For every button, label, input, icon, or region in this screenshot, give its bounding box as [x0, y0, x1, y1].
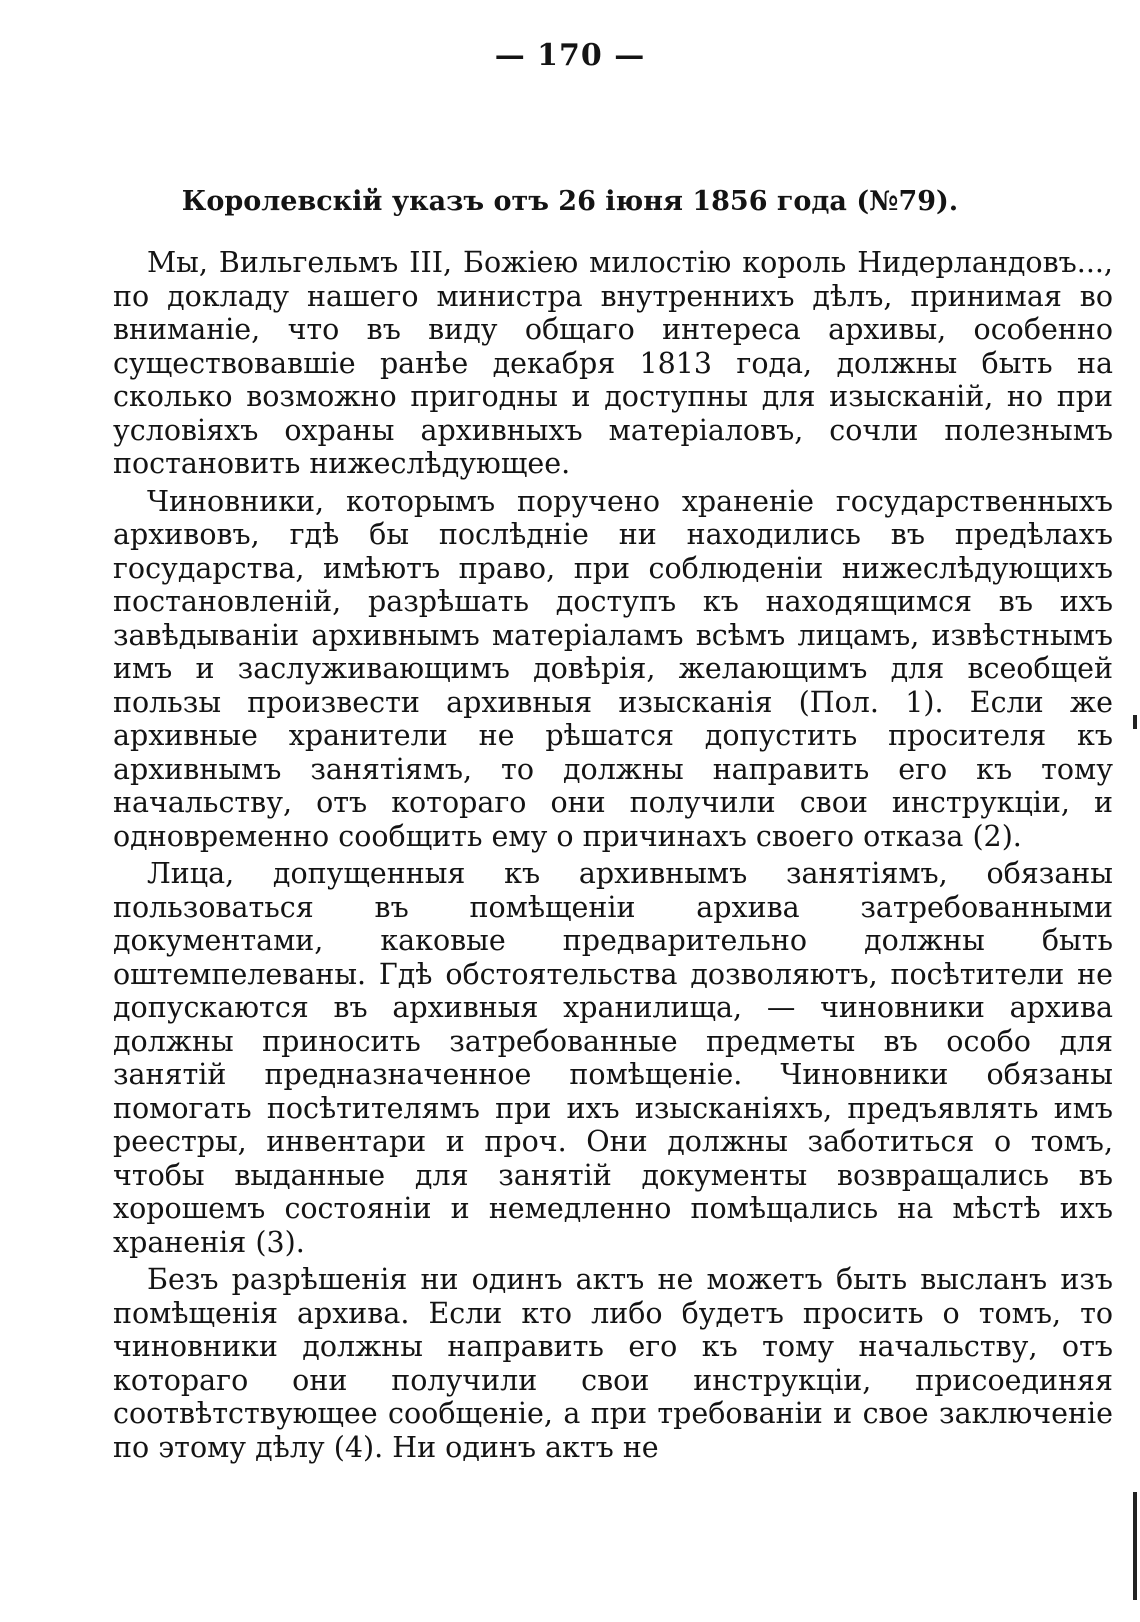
paragraph: Чиновники, которымъ поручено храненіе государственныхъ архивовъ, гдѣ бы послѣдніе ни находились въ предѣлахъ государства, имѣютъ право, при соблюденіи нижеслѣдующихъ постановленій, разрѣшать доступъ къ находящимся въ ихъ завѣдываніи архивнымъ матеріаламъ всѣмъ лицамъ, извѣстнымъ имъ и заслуживающимъ довѣрія, желающимъ для всеобщей пользы произвести архивныя изысканія (Пол. 1). Если же архивные хранители не рѣшатся допустить просителя къ архивнымъ занятіямъ, то должны направить его къ тому начальству, отъ котораго они получили свои инструкціи, и одновременно сообщить ему о причинахъ своего отказа (2).: [113, 484, 1113, 853]
decree-heading: Королевскій указъ отъ 26 іюня 1856 года (№79).: [181, 186, 959, 217]
page-number: — 170 —: [494, 38, 646, 73]
scan-edge-mark: [1133, 715, 1137, 729]
body-text: [113, 246, 1113, 1468]
scan-edge-mark: [1133, 1492, 1137, 1600]
paragraph: Лица, допущенныя къ архивнымъ занятіямъ, обязаны пользоваться въ помѣщеніи архива затребованными документами, каковые предварительно должны быть оштемпелеваны. Гдѣ обстоятельства дозволяютъ, посѣтители не допускаются въ архивныя хранилища, — чиновники архива должны приносить затребованные предметы въ особо для занятій предназначенное помѣщеніе. Чиновники обязаны помогать посѣтителямъ при ихъ изысканіяхъ, предъявлять имъ реестры, инвентари и проч. Они должны заботиться о томъ, чтобы выданные для занятій документы возвращались въ хорошемъ состояніи и немедленно помѣщались на мѣстѣ ихъ храненія (3).: [113, 857, 1113, 1259]
paragraph: Мы, Вильгельмъ III, Божіею милостію король Нидерландовъ..., по докладу нашего министра внутреннихъ дѣлъ, принимая во вниманіе, что въ виду общаго интереса архивы, особенно существовавшіе ранѣе декабря 1813 года, должны быть на сколько возможно пригодны и доступны для изысканій, но при условіяхъ охраны архивныхъ матеріаловъ, сочли полезнымъ постановить нижеслѣдующее.: [113, 246, 1113, 480]
paragraph: Безъ разрѣшенія ни одинъ актъ не можетъ быть высланъ изъ помѣщенія архива. Если кто либо будетъ просить о томъ, то чиновники должны направить его къ тому начальству, отъ котораго они получили свои инструкціи, присоединяя соотвѣтствующее сообщеніе, а при требованіи и свое заключеніе по этому дѣлу (4). Ни одинъ актъ не: [113, 1263, 1113, 1464]
